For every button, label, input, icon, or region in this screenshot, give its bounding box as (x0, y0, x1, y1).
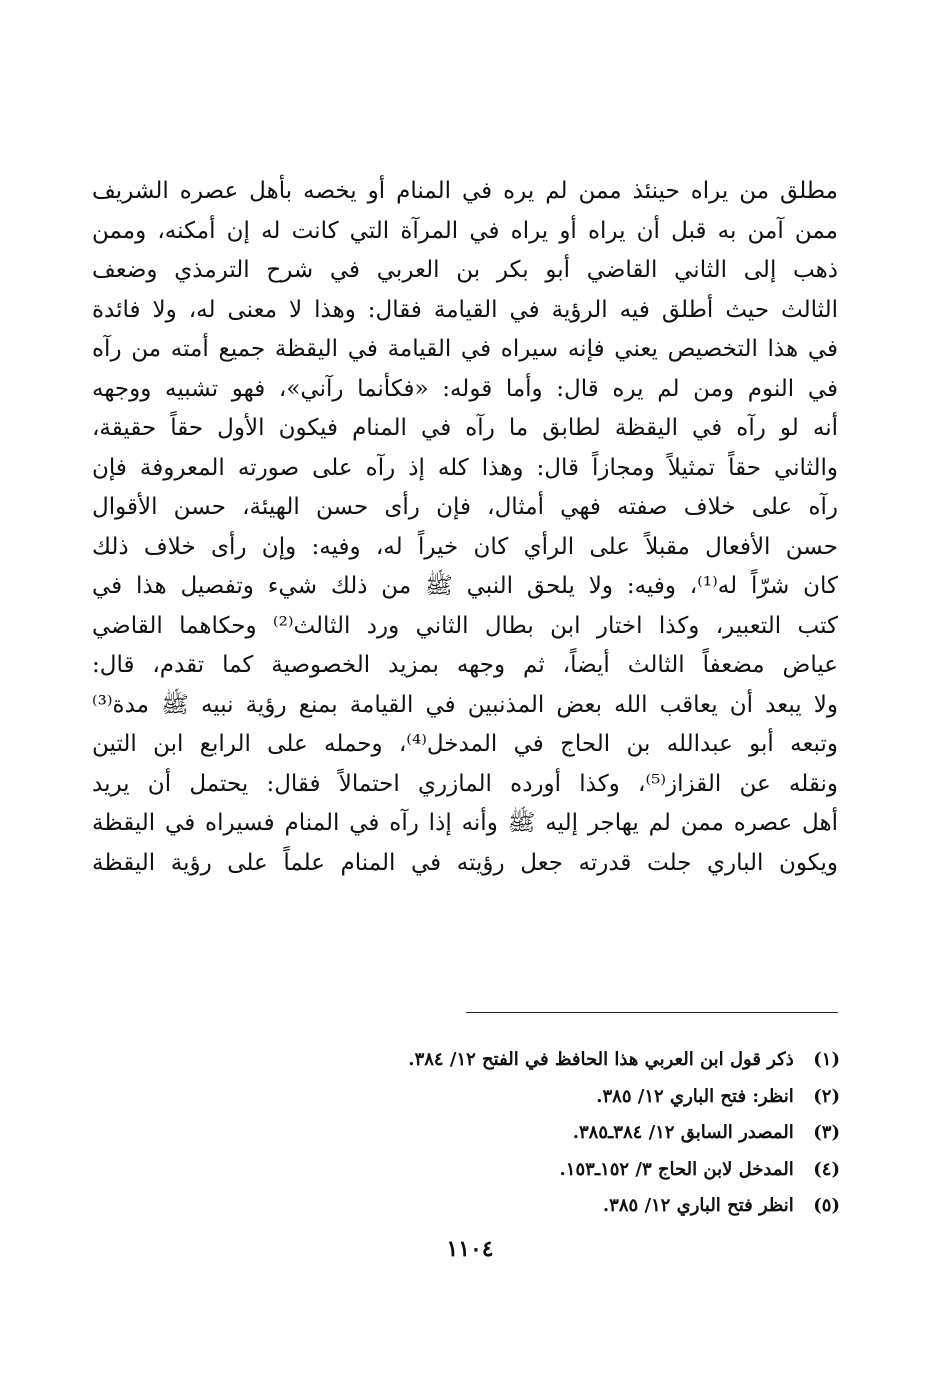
text-line: ونقله عن القزاز⁽⁵⁾، وكذا أورده المازري احتمالاً فقال: يحتمل أن يريد (92, 770, 839, 797)
text-line: ممن آمن به قبل أن يراه أو يراه في المرآة التي كانت له إن أمكنه، وممن (92, 217, 838, 244)
footnote-number: (٢) (813, 1085, 840, 1107)
text-line: عياض مضعفاً الثالث أيضاً، ثم وجهه بمزيد الخصوصية كما تقدم، قال: (92, 652, 838, 678)
footnote (240, 1152, 840, 1189)
footnote-number: (٥) (813, 1195, 840, 1216)
text-line: في هذا التخصيص يعني فإنه سيراه في القيامة في اليقظة جميع أمته من رآه (92, 336, 838, 362)
footnote-number: (٤) (813, 1158, 840, 1180)
text-line: ويكون الباري جلت قدرته جعل رؤيته في المنام علماً على رؤية اليقظة (92, 849, 838, 876)
text-line: أنه لو رآه في اليقظة لطابق ما رآه في المنام فيكون الأول حقاً حقيقة، (92, 415, 838, 441)
footnote (240, 1042, 840, 1079)
text-line: حسن الأفعال مقبلاً على الرأي كان خيراً له، وفيه: وإن رأى خلاف ذلك (92, 533, 838, 560)
text-line: الثالث حيث أطلق فيه الرؤية في القيامة فقال: وهذا لا معنى له، ولا فائدة (92, 296, 838, 323)
footnote-text: انظر فتح الباري ١٢/ ٣٨٥. (602, 1195, 794, 1216)
footnote-text: المدخل لابن الحاج ٣/ ١٥٢ـ١٥٣. (559, 1158, 794, 1180)
text-line: رآه على خلاف صفته فهي أمثال، فإن رأى حسن الهيئة، حسن الأقوال (92, 494, 838, 520)
text-line: مطلق من يراه حينئذ ممن لم يره في المنام أو يخصه بأهل عصره الشريف (92, 178, 838, 204)
footnote (240, 1079, 840, 1116)
footnote-text: ذكر قول ابن العربي هذا الحافظ في الفتح ١٢/ ٣٨٤. (408, 1049, 794, 1070)
text-line: كتب التعبير، وكذا اختار ابن بطال الثاني ورد الثالث⁽²⁾ وحكاهما القاضي (92, 612, 838, 639)
text-line: أهل عصره ممن لم يهاجر إليه ﷺ وأنه إذا رآه في المنام فسيراه في اليقظة (92, 810, 838, 836)
text-line: ولا يبعد أن يعاقب الله بعض المذنبين في القيامة بمنع رؤية نبيه ﷺ مدة⁽³⁾ (92, 691, 838, 718)
text-line: كان شرّاً له⁽¹⁾، وفيه: ولا يلحق النبي ﷺ من ذلك شيء وتفصيل هذا في (92, 573, 838, 599)
footnote (240, 1188, 840, 1225)
footnote-separator (466, 1012, 838, 1013)
footnote-number: (١) (813, 1049, 840, 1070)
page-number: ١١٠٤ (446, 1236, 494, 1262)
footnote-text: المصدر السابق ١٢/ ٣٨٤ـ٣٨٥. (572, 1122, 794, 1143)
main-text (92, 172, 838, 883)
footnote (240, 1115, 840, 1152)
footnote-number: (٣) (813, 1122, 840, 1143)
text-line: وتبعه أبو عبدالله بن الحاج في المدخل⁽⁴⁾، وحمله على الرابع ابن التين (92, 731, 838, 757)
text-line: في النوم ومن لم يره قال: وأما قوله: «فكأنما رآني»، فهو تشبيه ووجهه (92, 375, 838, 402)
text-line: والثاني حقاً تمثيلاً ومجازاً قال: وهذا كله إذ رآه على صورته المعروفة فإن (92, 454, 838, 481)
text-line: ذهب إلى الثاني القاضي أبو بكر بن العربي في شرح الترمذي وضعف (92, 257, 838, 283)
footnotes (240, 1042, 840, 1225)
footnote-text: انظر: فتح الباري ١٢/ ٣٨٥. (596, 1085, 794, 1107)
